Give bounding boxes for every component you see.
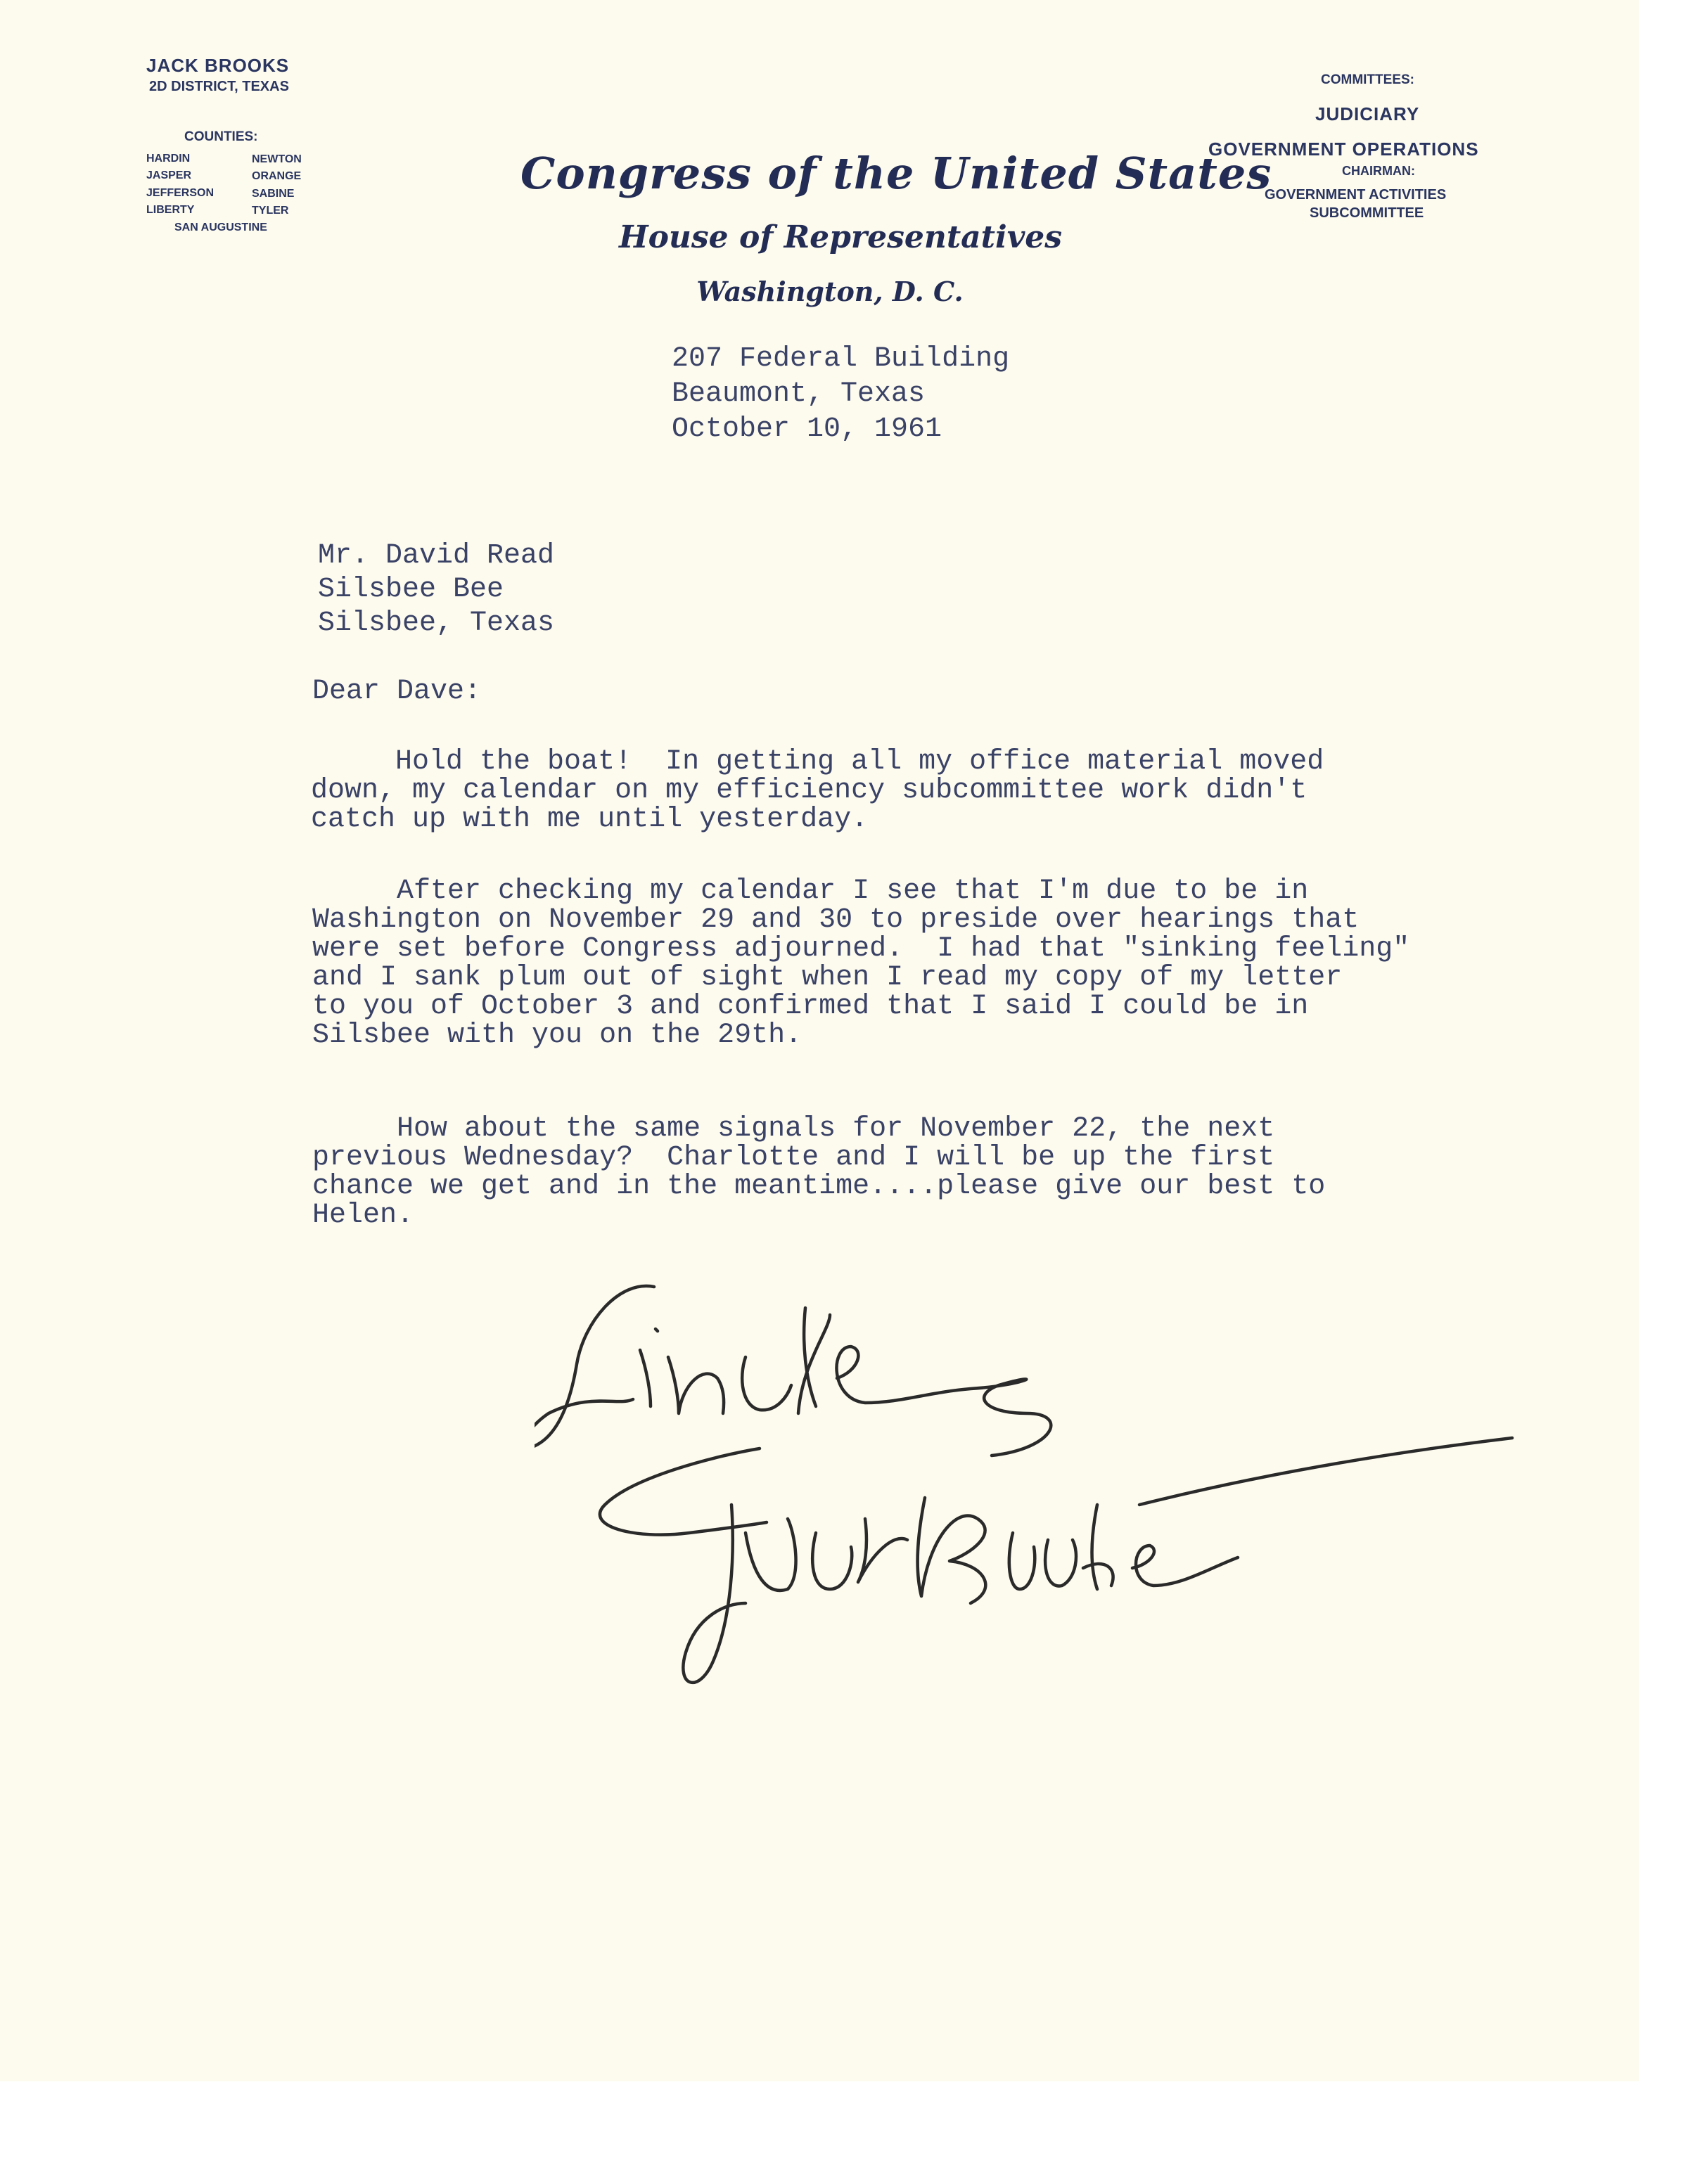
body-paragraph: After checking my calendar I see that I'm due to be in Washington on November 29 and 30 to preside over hearings that were set before Congress adjourned. I had that "sinking feeling" and I sank plum out of sight when I read my copy of my letter to you of October 3 and confirmed that I said I could be in Silsbee with you on the 29th. (312, 875, 1410, 1051)
signature-name-stroke (1045, 1540, 1076, 1586)
county-name: HARDIN (146, 153, 191, 165)
committee-judiciary: JUDICIARY (1315, 103, 1420, 124)
recipient-city: Silsbee, Texas (318, 608, 555, 639)
sender-address-line: Beaumont, Texas (672, 378, 926, 410)
signature-name-stroke (1083, 1505, 1113, 1589)
recipient-organization: Silsbee Bee (318, 574, 504, 605)
county-name: LIBERTY (146, 204, 195, 216)
subcommittee-label: SUBCOMMITTEE (1310, 205, 1424, 221)
committee-government-operations: GOVERNMENT OPERATIONS (1208, 139, 1479, 160)
subcommittee-name: GOVERNMENT ACTIVITIES (1265, 187, 1447, 203)
signature-name-stroke (858, 1519, 907, 1582)
signature-closing-stroke (668, 1357, 724, 1413)
recipient-name: Mr. David Read (318, 540, 555, 572)
county-name: JASPER (146, 169, 192, 181)
letter-date: October 10, 1961 (672, 413, 942, 445)
signature-name-stroke (746, 1519, 796, 1591)
signature-closing-stroke (742, 1357, 791, 1410)
county-name: NEWTON (252, 153, 302, 165)
signature-name-stroke (1139, 1438, 1512, 1505)
county-name: ORANGE (252, 170, 302, 182)
sender-address-line: 207 Federal Building (672, 343, 1010, 375)
county-name: SAN AUGUSTINE (174, 221, 267, 233)
signature-closing-stroke (535, 1286, 654, 1449)
handwritten-signature (535, 1238, 1561, 1772)
representative-name: JACK BROOKS (146, 55, 290, 76)
body-paragraph: Hold the boat! In getting all my office material moved down, my calendar on my efficiency subcommittee work didn't catch up with me until yesterday. (311, 746, 1324, 835)
signature-closing-stroke (640, 1329, 658, 1406)
signature-closing-stroke (798, 1308, 830, 1413)
county-name: SABINE (252, 188, 295, 200)
signature-name-stroke (1009, 1533, 1035, 1589)
chamber-title: House of Representatives (619, 219, 1063, 255)
signature-name-stroke (812, 1533, 852, 1589)
letterhead-city: Washington, D. C. (696, 276, 964, 307)
counties-label: COUNTIES: (184, 129, 258, 144)
signature-name-stroke (918, 1498, 986, 1603)
signature-closing-stroke (837, 1347, 1051, 1456)
signature-name-stroke (1132, 1546, 1238, 1586)
county-name: TYLER (252, 205, 289, 217)
county-name: JEFFERSON (146, 187, 215, 199)
institution-title: Congress of the United States (520, 148, 1272, 199)
signature-name-stroke (600, 1448, 767, 1535)
body-paragraph: How about the same signals for November 22, the next previous Wednesday? Charlotte and I will be up the first chance we get and in the meantime....please give our best to Helen. (312, 1113, 1326, 1231)
salutation: Dear Dave: (312, 676, 482, 707)
district-label: 2D DISTRICT, TEXAS (149, 79, 289, 94)
committees-label: COMMITTEES: (1321, 72, 1414, 87)
chairman-label: CHAIRMAN: (1342, 164, 1415, 178)
